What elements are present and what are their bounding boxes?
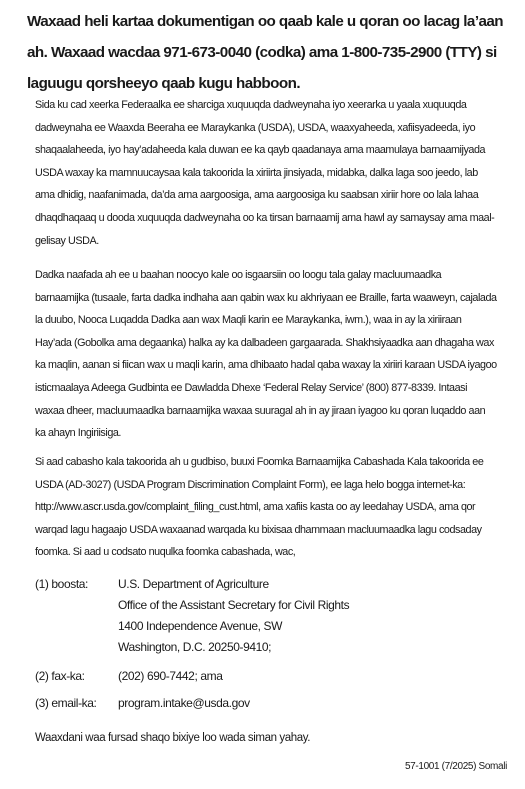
fax-number: (202) 690-7442; ama bbox=[118, 669, 223, 683]
alternate-format-notice: Waxaad heli kartaa dokumentigan oo qaab kale u qoran oo lacag la’aan ah. Waxaad wacdaa 971-673-0040 (codka) ama 1-800-735-2900 (TTY) si laguugu qorsheeyo qaab kugu habboon. bbox=[27, 13, 504, 92]
accessibility-paragraph: Dadka naafada ah ee u baahan noocyo kale oo isgaarsiin oo loogu tala galay macluumaadka barnaamijka (tusaale, farta dadka indhaha aan qabin wax ku akhriyaan ee Braille, farta waaweyn, cajalada la duubo, Nooca Luqadda Dadka aan wax Maqli karin ee Maraykanka, iwm.), waa in ay la xiriiraan Hay’ada (Gobolka ama degaanka) halka ay ka dalbadeen gargaarada. Shakhsiyaadka aan dhagaha wax ka maqlin, aanan si fiican wax u maqli karin, ama dhibaato hadal qaba waxay la xiriiri karaan USDA iyagoo isticmaalaya Adeega Gudbinta ee Dawladda Dhexe ‘Federal Relay Service’ (800) 877-8339. Intaasi waxaa dheer, macluumaadka barnaamijka waxaa suuragal ah in ay jiraan iyagoo ku qoran luqaddo aan ka ahayn Ingiriisiga. bbox=[35, 269, 497, 440]
email-address: program.intake@usda.gov bbox=[118, 696, 250, 710]
nondiscrimination-statement: Sida ku cad xeerka Federaalka ee sharciga xuquuqda dadweynaha iyo xeerarka u yaala xuquuqda dadweynaha ee Waaxda Beeraha ee Maraykanka (USDA), USDA, waaxyaheeda, xafiisyadeeda, iyo shaqaalaheeda, iyo hay’adaheeda kala duwan ee ka qayb qaadanaya ama maamulaya barnaamijyada USDA waxay ka mamnuucaysaa kala takoorida la xiriirta jinsiyada, midabka, dalka laga soo jeedo, lab ama dhidig, naafanimada, da’da ama aargoosiga, ama aargoosiga ku saabsan xiriir hore oo lala lahaa dhaqdhaqaaq u dooda xuquuqda dadweynaha oo ka tirsan barnaamij ama hawl ay samaysay ama maal-gelisay USDA. bbox=[35, 99, 495, 247]
mail-label: (1) boosta: bbox=[35, 577, 88, 591]
mail-address-line: Office of the Assistant Secretary for Civil Rights bbox=[118, 598, 350, 612]
form-number: 57-1001 (7/2025) Somali bbox=[404, 761, 507, 772]
mail-address-line: Washington, D.C. 20250-9410; bbox=[118, 640, 272, 654]
fax-label: (2) fax-ka: bbox=[35, 669, 85, 683]
complaint-instructions: Si aad cabasho kala takoorida ah u gudbiso, buuxi Foomka Barnaamijka Cabashada Kala takoorida ee USDA (AD-3027) (USDA Program Discrimination Complaint Form), ee laga helo bogga internet-ka: http://www.ascr.usda.gov/complaint_filing_cust.html, ama xafiis kasta oo ay leedahay USDA, ama qor warqad lagu hagaajo USDA waxaanad warqada ku bixisaa dhammaan macluumaadka lagu codsaday foomka. Si aad u codsato nuqulka foomka cabashada, wac, bbox=[35, 456, 484, 559]
mail-address-line: U.S. Department of Agriculture bbox=[118, 577, 269, 591]
equal-opportunity-statement: Waaxdani waa fursad shaqo bixiye loo wada siman yahay. bbox=[35, 732, 311, 744]
mail-address bbox=[118, 574, 498, 658]
mail-address-line: 1400 Independence Avenue, SW bbox=[118, 619, 283, 633]
email-label: (3) email-ka: bbox=[35, 696, 97, 710]
